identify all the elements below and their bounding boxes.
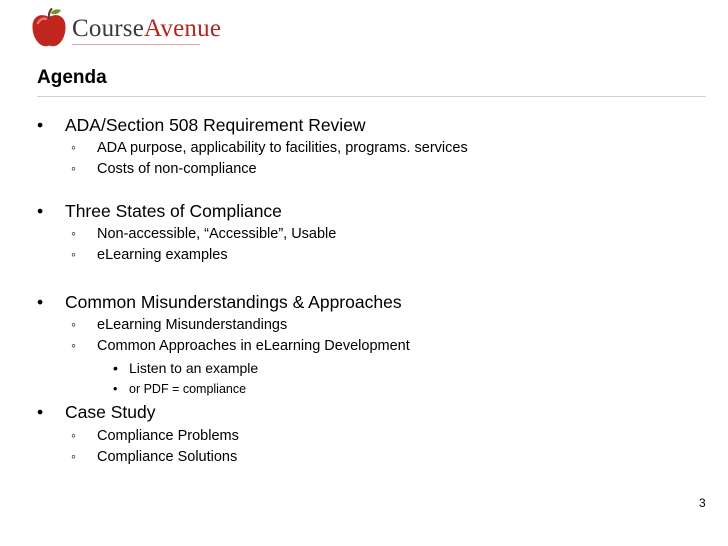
agenda-subitem bbox=[71, 448, 238, 466]
sub-bullet: ◦ bbox=[71, 448, 76, 464]
sub-bullet: ◦ bbox=[71, 225, 76, 241]
sub-bullet: ◦ bbox=[71, 316, 76, 332]
agenda-item-text: ADA/Section 508 Requirement Review bbox=[65, 115, 366, 135]
agenda-subsubitem bbox=[113, 359, 259, 377]
agenda-item-text: Three States of Compliance bbox=[65, 201, 282, 221]
agenda-subitem bbox=[71, 337, 410, 355]
sub-bullet: ◦ bbox=[71, 337, 76, 353]
agenda-subitem bbox=[71, 316, 288, 334]
agenda-subitem-text: eLearning examples bbox=[97, 247, 228, 263]
bullet: • bbox=[37, 115, 44, 135]
agenda-subitem bbox=[71, 427, 239, 445]
agenda-subitem-text: Compliance Solutions bbox=[97, 449, 238, 465]
agenda-item bbox=[37, 201, 282, 221]
slide-title: Agenda bbox=[37, 67, 107, 88]
agenda-subsubitem-text: Listen to an example bbox=[129, 360, 259, 376]
agenda-item bbox=[37, 402, 156, 422]
agenda-item-text: Case Study bbox=[65, 402, 156, 422]
sub-bullet: ◦ bbox=[71, 160, 76, 176]
agenda-subitem-text: eLearning Misunderstandings bbox=[97, 317, 288, 333]
bullet: • bbox=[37, 201, 44, 221]
agenda-subitem bbox=[71, 246, 228, 264]
sub-bullet: ◦ bbox=[71, 246, 76, 262]
agenda-subitem bbox=[71, 160, 257, 178]
bullet: • bbox=[37, 292, 44, 312]
agenda-subitem-text: Costs of non-compliance bbox=[97, 161, 257, 177]
agenda-item bbox=[37, 115, 366, 135]
sub-bullet: ◦ bbox=[71, 427, 76, 443]
sub-sub-bullet: • bbox=[113, 382, 118, 396]
sub-bullet: ◦ bbox=[71, 139, 76, 155]
agenda-subitem-text: Non-accessible, “Accessible”, Usable bbox=[97, 226, 337, 242]
brand-name-part1: Course bbox=[72, 14, 145, 42]
sub-sub-bullet: • bbox=[113, 360, 118, 376]
agenda-subitem bbox=[71, 225, 337, 243]
page-number: 3 bbox=[699, 496, 706, 510]
agenda-subsubitem bbox=[113, 380, 247, 398]
bullet: • bbox=[37, 402, 44, 422]
agenda-subsubitem-text: or PDF = compliance bbox=[129, 382, 247, 396]
agenda-subitem bbox=[71, 139, 468, 157]
brand-name-part2: Avenue bbox=[144, 14, 222, 42]
agenda-item-text: Common Misunderstandings & Approaches bbox=[65, 292, 402, 312]
agenda-subitem-text: Compliance Problems bbox=[97, 428, 239, 444]
agenda-subitem-text: Common Approaches in eLearning Development bbox=[97, 338, 410, 354]
agenda-item bbox=[37, 292, 402, 312]
agenda-subitem-text: ADA purpose, applicability to facilities, programs. services bbox=[97, 140, 468, 156]
